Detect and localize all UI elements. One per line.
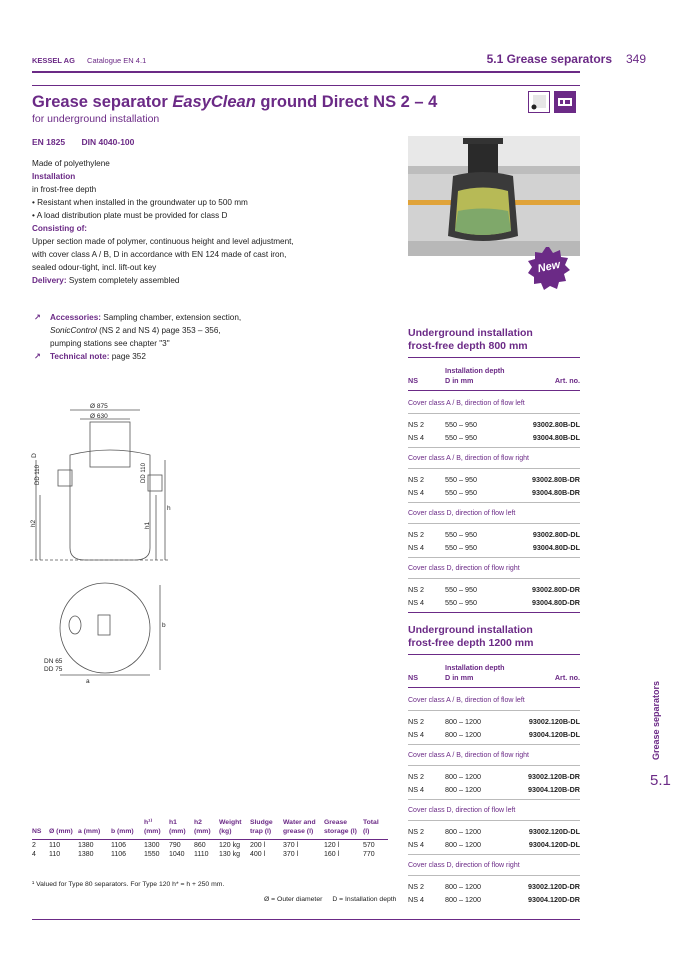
dim-label: Ø 875 [90,403,108,410]
table-row: NS 4 550 – 950 93004.80D-DL [408,543,580,552]
standard-din: DIN 4040-100 [81,137,135,147]
new-badge-text: New [536,258,562,276]
dim-label: h2 [30,519,38,528]
bullet-item: • A load distribution plate must be provided for class D [32,211,228,220]
table-row: NS 2 800 – 1200 93002.120D-DL [408,827,580,836]
table-row: NS 4 550 – 950 93004.80D-DR [408,598,580,607]
product-description [32,157,372,287]
product-photo [408,136,580,256]
table-row: NS 4 800 – 1200 93004.120B-DR [408,785,580,794]
table-row: NS 2 800 – 1200 93002.120B-DL [408,717,580,726]
footer-rule [32,919,580,920]
company-name: KESSEL AG [32,56,75,65]
accessories-label: Accessories: [50,313,101,322]
group-label: Cover class D, direction of flow right [408,862,520,869]
page-title: Grease separator EasyClean ground Direct NS 2 – 4 [32,93,438,111]
group-label: Cover class A / B, direction of flow right [408,455,529,462]
consisting-line: Upper section made of polymer, continuous height and level adjustment, [32,237,294,246]
bullet-item: • Resistant when installed in the groundwater up to 500 mm [32,198,248,207]
side-chapter-title: Grease separators [651,680,661,760]
header-meta [32,56,156,65]
consisting-line: sealed odour-tight, incl. lift-out key [32,263,157,272]
dim-label: Ø 630 [90,413,108,420]
table-row: NS 2 800 – 1200 93002.120B-DR [408,772,580,781]
consisting-label: Consisting of: [32,224,88,233]
new-badge [527,246,571,290]
section-title: 5.1 Grease separators [486,52,612,66]
dimension-table [32,818,388,858]
dim-label: b [162,622,166,629]
group-label: Cover class A / B, direction of flow right [408,752,529,759]
dim-label: a [86,678,90,685]
table-row: NS 4 550 – 950 93004.80B-DL [408,433,580,442]
arrow-icon: ↗ [34,313,41,322]
table-title-800: Underground installation frost-free depth 800 mm [408,327,533,352]
dimension-header-row: NS Ø (mm) a (mm) b (mm) h¹⁾ (mm) h1 (mm) h2 (mm) Weight (kg) Sludge trap (l) Water and grease (l) Grease storage (l) Total (l) [32,819,379,835]
group-label: Cover class D, direction of flow left [408,807,516,814]
technical-drawing [30,400,180,695]
standards [32,137,148,147]
dim-label: DD 110 [34,465,41,485]
technical-note-link[interactable]: page 352 [109,352,146,361]
dim-label: h1 [144,521,152,530]
group-label: Cover class D, direction of flow left [408,510,516,517]
page-subtitle: for underground installation [32,113,160,125]
installation-text: in frost-free depth [32,185,97,194]
table-row: NS 2 550 – 950 93002.80B-DL [408,420,580,429]
catalogue-name: Catalogue EN 4.1 [87,56,147,65]
technical-note-label: Technical note: [50,352,110,361]
delivery-line: Delivery: System completely assembled [32,276,180,285]
table-row: NS 2 800 – 1200 93002.120D-DR [408,882,580,891]
dim-label: DD 110 [140,463,147,483]
header-rule [32,71,580,73]
table-row: NS 2 550 – 950 93002.80D-DL [408,530,580,539]
table-row: NS 2 550 – 950 93002.80B-DR [408,475,580,484]
page-number: 349 [625,52,646,66]
dim-label: D [30,453,38,458]
footnote: ¹ Valued for Type 80 separators. For Type 120 h* = h + 250 mm. [32,881,225,888]
sonic-control-link[interactable]: SonicControl [50,326,97,335]
rule [408,357,580,358]
table-row: NS 2 550 – 950 93002.80D-DR [408,585,580,594]
group-label: Cover class A / B, direction of flow left [408,697,525,704]
installation-icon [528,91,550,113]
consisting-line: with cover class A / B, D in accordance with EN 124 made of cast iron, [32,250,287,259]
table-row: NS 4 800 – 1200 93004.120D-DL [408,840,580,849]
group-label: Cover class D, direction of flow right [408,565,520,572]
rule [408,390,580,391]
table-row: NS 4 800 – 1200 93004.120B-DL [408,730,580,739]
arrow-icon: ↗ [34,352,41,361]
dim-label: DN 65 [44,658,63,665]
side-chapter-number: 5.1 [650,772,671,789]
table-row: NS 4 800 – 1200 93004.120D-DR [408,895,580,904]
table-title-1200: Underground installation frost-free depth 1200 mm [408,624,534,649]
legend: Ø = Outer diameter D = Installation depth [264,896,397,903]
accessories-block: ↗ Accessories: Sampling chamber, extension section, SonicControl (NS 2 and NS 4) page 353 – 356, pumping stations see chapter "3" ↗ Technical note: page 352 [34,313,242,361]
material-text: Made of polyethylene [32,159,110,168]
separator-type-icon [554,91,576,113]
feature-icons [528,91,576,113]
standard-en: EN 1825 [32,137,66,147]
dim-label: DD 75 [44,666,63,673]
dimension-row: 2 110 1380 1106 1300 790 860 120 kg 200 l 370 l 120 l 570 [32,842,375,849]
group-label: Cover class A / B, direction of flow left [408,400,525,407]
dim-label: h [167,505,171,512]
title-rule [32,85,580,86]
dimension-row: 4 110 1380 1106 1550 1040 1110 130 kg 400 l 370 l 160 l 770 [32,851,375,858]
installation-label: Installation [32,172,76,181]
table-row: NS 4 550 – 950 93004.80B-DR [408,488,580,497]
